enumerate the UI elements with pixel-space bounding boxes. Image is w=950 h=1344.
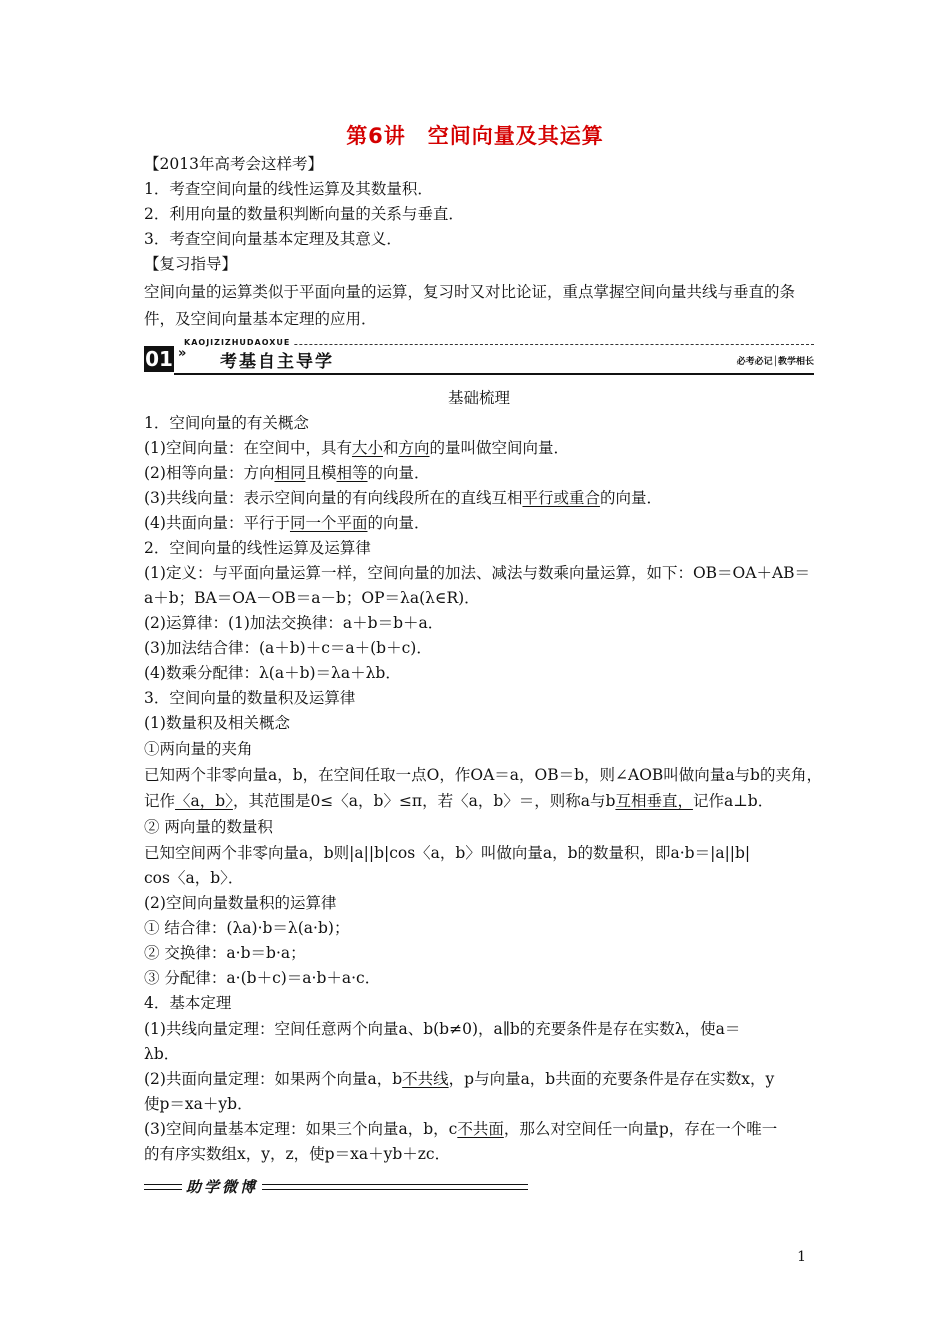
s3-rule-3: ③ 分配律：a·(b＋c)＝a·b＋a·c．: [144, 969, 381, 987]
blank-answer: 相等: [336, 464, 368, 482]
s4-theorem-3a: [144, 1117, 814, 1142]
exam-item-2: 2．利用向量的数量积判断向量的关系与垂直．: [144, 205, 464, 223]
banner-pinyin: KAOJIZIZHUDAOXUE: [184, 338, 294, 347]
exam-item-1: 1．考查空间向量的线性运算及其数量积．: [144, 180, 433, 198]
s2-law-3: (4)数乘分配律：λ(a＋b)＝λa＋λb．: [144, 664, 401, 682]
study-tip-divider: [144, 1178, 528, 1198]
s4-theorem-1b: λb．: [144, 1045, 180, 1063]
page-title: 第6讲 空间向量及其运算: [346, 124, 604, 148]
text: (3)共线向量：表示空间向量的有向线段所在的直线互相: [144, 489, 523, 507]
text: 和: [382, 439, 399, 457]
text: (4)共面向量：平行于: [144, 514, 290, 532]
text: 的量叫做空间向量．: [429, 439, 570, 457]
s2-def-a: (1)定义：与平面向量运算一样，空间向量的加法、减法与数乘向量运算，如下：OB＝OA＋AB＝: [144, 564, 811, 582]
section-title: 基础梳理: [447, 389, 510, 407]
text: 的向量．: [367, 464, 430, 482]
s3-dot-heading: ② 两向量的数量积: [144, 818, 273, 836]
s4-theorem-2b: 使p＝xa＋yb．: [144, 1095, 253, 1113]
blank-answer: 互相垂直，: [615, 792, 693, 810]
s1-heading: 1．空间向量的有关概念: [144, 414, 309, 432]
exam-header: 【2013年高考会这样考】: [144, 155, 323, 173]
blank-answer: 同一个平面: [289, 514, 368, 532]
text: (3)空间向量基本定理：如果三个向量a，b，c: [144, 1120, 458, 1138]
s3-sub2: (2)空间向量数量积的运算律: [144, 894, 337, 912]
s4-heading: 4．基本定理: [144, 994, 232, 1012]
s3-rule-1: ① 结合律：(λa)·b＝λ(a·b)；: [144, 919, 350, 937]
s2-law-2: (3)加法结合律：(a＋b)＋c＝a＋(b＋c)．: [144, 639, 432, 657]
text: 记作: [144, 792, 176, 810]
text: 的向量．: [367, 514, 430, 532]
banner-number: 01: [145, 347, 173, 371]
s3-angle-heading: ①两向量的夹角: [144, 740, 253, 758]
s3-dot-line-2: cos〈a，b〉．: [144, 869, 244, 887]
blank-answer: 〈a，b〉: [175, 792, 233, 810]
s1-line-2: [144, 461, 814, 486]
s3-rule-2: ② 交换律：a·b＝b·a；: [144, 944, 306, 962]
s1-line-3: [144, 486, 814, 511]
text: (2)相等向量：方向: [144, 464, 275, 482]
s2-law-1: (2)运算律：(1)加法交换律：a＋b＝b＋a．: [144, 614, 444, 632]
s4-theorem-1a: (1)共线向量定理：空间任意两个向量a、b(b≠0)，a∥b的充要条件是存在实数λ，使a＝: [144, 1020, 741, 1038]
banner-title: 考基自主导学: [220, 352, 334, 372]
guide-header: 【复习指导】: [144, 255, 238, 273]
text: ，p与向量a，b共面的充要条件是存在实数x，y: [448, 1070, 775, 1088]
banner-underline: [174, 373, 814, 375]
s3-heading: 3．空间向量的数量积及运算律: [144, 689, 356, 707]
s4-theorem-2a: [144, 1067, 814, 1092]
s3-sub1: (1)数量积及相关概念: [144, 714, 290, 732]
text: ，其范围是0≤〈a，b〉≤π，若〈a，b〉＝，则称a与b: [232, 792, 616, 810]
s1-line-4: [144, 511, 814, 536]
blank-answer: 相同: [274, 464, 306, 482]
s1-line-1: [144, 436, 814, 461]
text: 的向量．: [599, 489, 662, 507]
banner-arrow-icon: »: [178, 346, 187, 361]
blank-answer: 不共线: [402, 1070, 449, 1088]
s2-heading: 2．空间向量的线性运算及运算律: [144, 539, 371, 557]
text: (1)空间向量：在空间中，具有: [144, 439, 352, 457]
blank-answer: 方向: [398, 439, 430, 457]
exam-item-3: 3．考查空间向量基本定理及其意义．: [144, 230, 402, 248]
text: 记作a⊥b．: [692, 792, 774, 810]
blank-answer: 大小: [351, 439, 383, 457]
s3-angle-line-1: 已知两个非零向量a，b，在空间任取一点O，作OA＝a，OB＝b，则∠AOB叫做向量a与b的夹角，: [144, 766, 822, 784]
s4-theorem-3b: 的有序实数组x，y，z，使p＝xa＋yb＋zc．: [144, 1145, 451, 1163]
guide-text: 空间向量的运算类似于平面向量的运算，复习时又对比论证，重点掌握空间向量共线与垂直的条件，及空间向量基本定理的应用．: [144, 283, 796, 328]
s2-def-b: a＋b；BA＝OA－OB＝a－b；OP＝λa(λ∈R)．: [144, 589, 480, 607]
s3-angle-line-2: [144, 789, 814, 814]
section-banner: [144, 340, 814, 378]
text: 且模: [305, 464, 337, 482]
text: (2)共面向量定理：如果两个向量a，b: [144, 1070, 403, 1088]
page-number: 1: [797, 1249, 806, 1265]
s3-dot-line-1: 已知空间两个非零向量a，b则|a||b|cos〈a，b〉叫做向量a，b的数量积，即a·b＝|a||b|: [144, 844, 751, 862]
study-tip-label: 助学微博: [182, 1176, 262, 1197]
banner-right-label: 必考必记│教学相长: [736, 357, 814, 367]
blank-answer: 不共面: [457, 1120, 504, 1138]
text: ，那么对空间任一向量p，存在一个唯一: [503, 1120, 778, 1138]
blank-answer: 平行或重合: [522, 489, 600, 507]
